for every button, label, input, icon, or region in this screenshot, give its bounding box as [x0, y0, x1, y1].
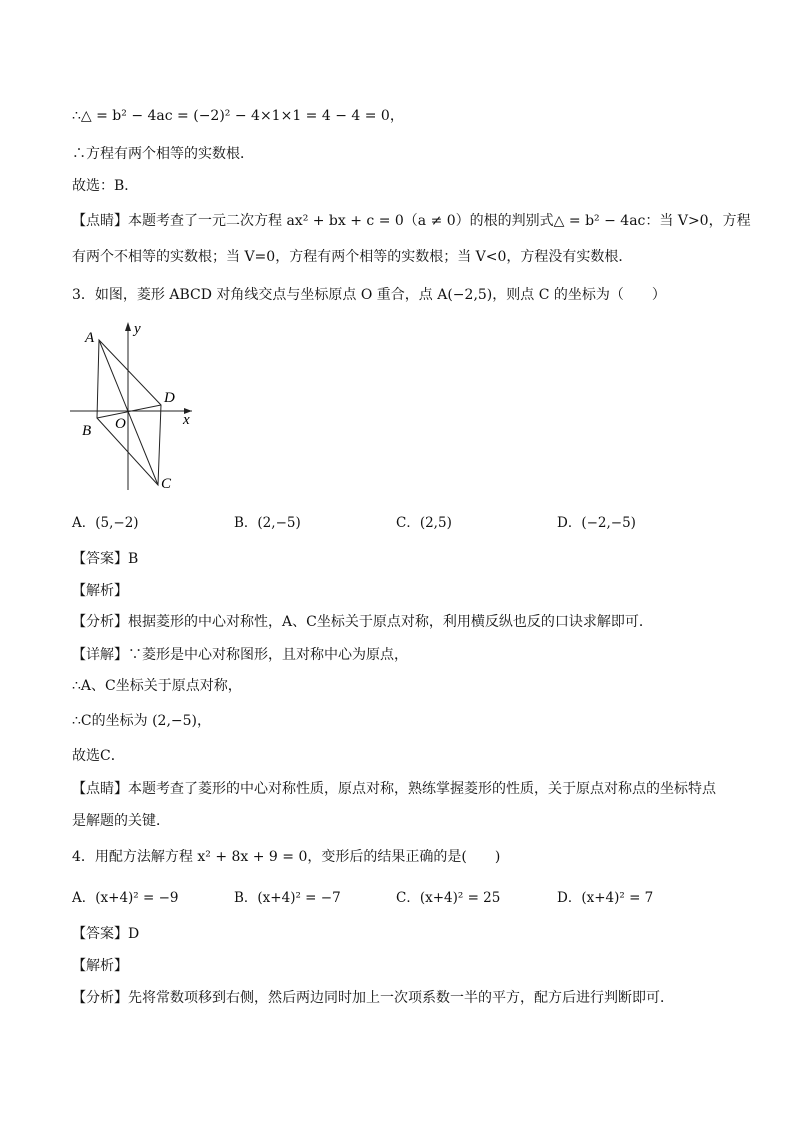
dianjing-line-2: 有两个不相等的实数根；当 V=0，方程有两个相等的实数根；当 V<0，方程没有实数根． [72, 249, 633, 265]
label-x: x [183, 412, 190, 428]
q4-fenxi: 【分析】先将常数项移到右侧，然后两边同时加上一次项系数一半的平方，配方后进行判断即可． [72, 990, 674, 1006]
question-4: 4．用配方法解方程 x² + 8x + 9 = 0，变形后的结果正确的是( ) [72, 849, 501, 865]
q3-option-a: A．(5,−2) [72, 515, 139, 531]
q4-option-c: C．(x+4)² = 25 [396, 890, 501, 906]
label-d: D [164, 390, 175, 406]
q4-option-d: D．(x+4)² = 7 [557, 890, 654, 906]
q3-option-c: C．(2,5) [396, 515, 452, 531]
label-o: O [115, 416, 126, 432]
q3-analysis-header: 【解析】 [72, 583, 128, 599]
q4-answer: 【答案】D [72, 926, 140, 942]
label-y: y [134, 321, 141, 337]
q3-step-3: 故选C． [72, 748, 125, 764]
q3-dianjing-1: 【点睛】本题考查了菱形的中心对称性质，原点对称，熟练掌握菱形的性质，关于原点对称点的坐标特点 [72, 781, 716, 797]
question-3: 3．如图，菱形 ABCD 对角线交点与坐标原点 O 重合，点 A(−2,5)，则点 C 的坐标为（ ） [72, 287, 666, 303]
q3-option-b: B．(2,−5) [234, 515, 301, 531]
conclusion-line: ∴方程有两个相等的实数根． [72, 146, 254, 162]
q4-option-b: B．(x+4)² = −7 [234, 890, 341, 906]
label-b: B [82, 423, 92, 439]
q3-step-1: ∴A、C坐标关于原点对称， [72, 678, 242, 694]
label-c: C [161, 476, 172, 492]
q3-option-d: D．(−2,−5) [557, 515, 636, 531]
q4-analysis-header: 【解析】 [72, 958, 128, 974]
q3-fenxi: 【分析】根据菱形的中心对称性，A、C坐标关于原点对称，利用横反纵也反的口诀求解即可． [72, 614, 653, 630]
q3-xiangjie: 【详解】∵菱形是中心对称图形，且对称中心为原点， [72, 647, 408, 663]
label-a: A [85, 330, 95, 346]
q3-step-2: ∴C的坐标为 (2,−5)， [72, 713, 211, 729]
choice-line: 故选：B． [72, 178, 139, 194]
q4-option-a: A．(x+4)² = −9 [72, 890, 179, 906]
q3-answer: 【答案】B [72, 551, 139, 567]
discriminant-line: ∴△ = b² − 4ac = (−2)² − 4×1×1 = 4 − 4 = 0， [72, 108, 404, 124]
rhombus-figure [70, 320, 210, 495]
q3-dianjing-2: 是解题的关键． [72, 813, 170, 829]
y-axis-arrow [125, 322, 131, 331]
dianjing-line-1: 【点睛】本题考查了一元二次方程 ax² + bx + c = 0（a ≠ 0）的根的判别式△ = b² − 4ac：当 V>0，方程 [72, 213, 751, 229]
